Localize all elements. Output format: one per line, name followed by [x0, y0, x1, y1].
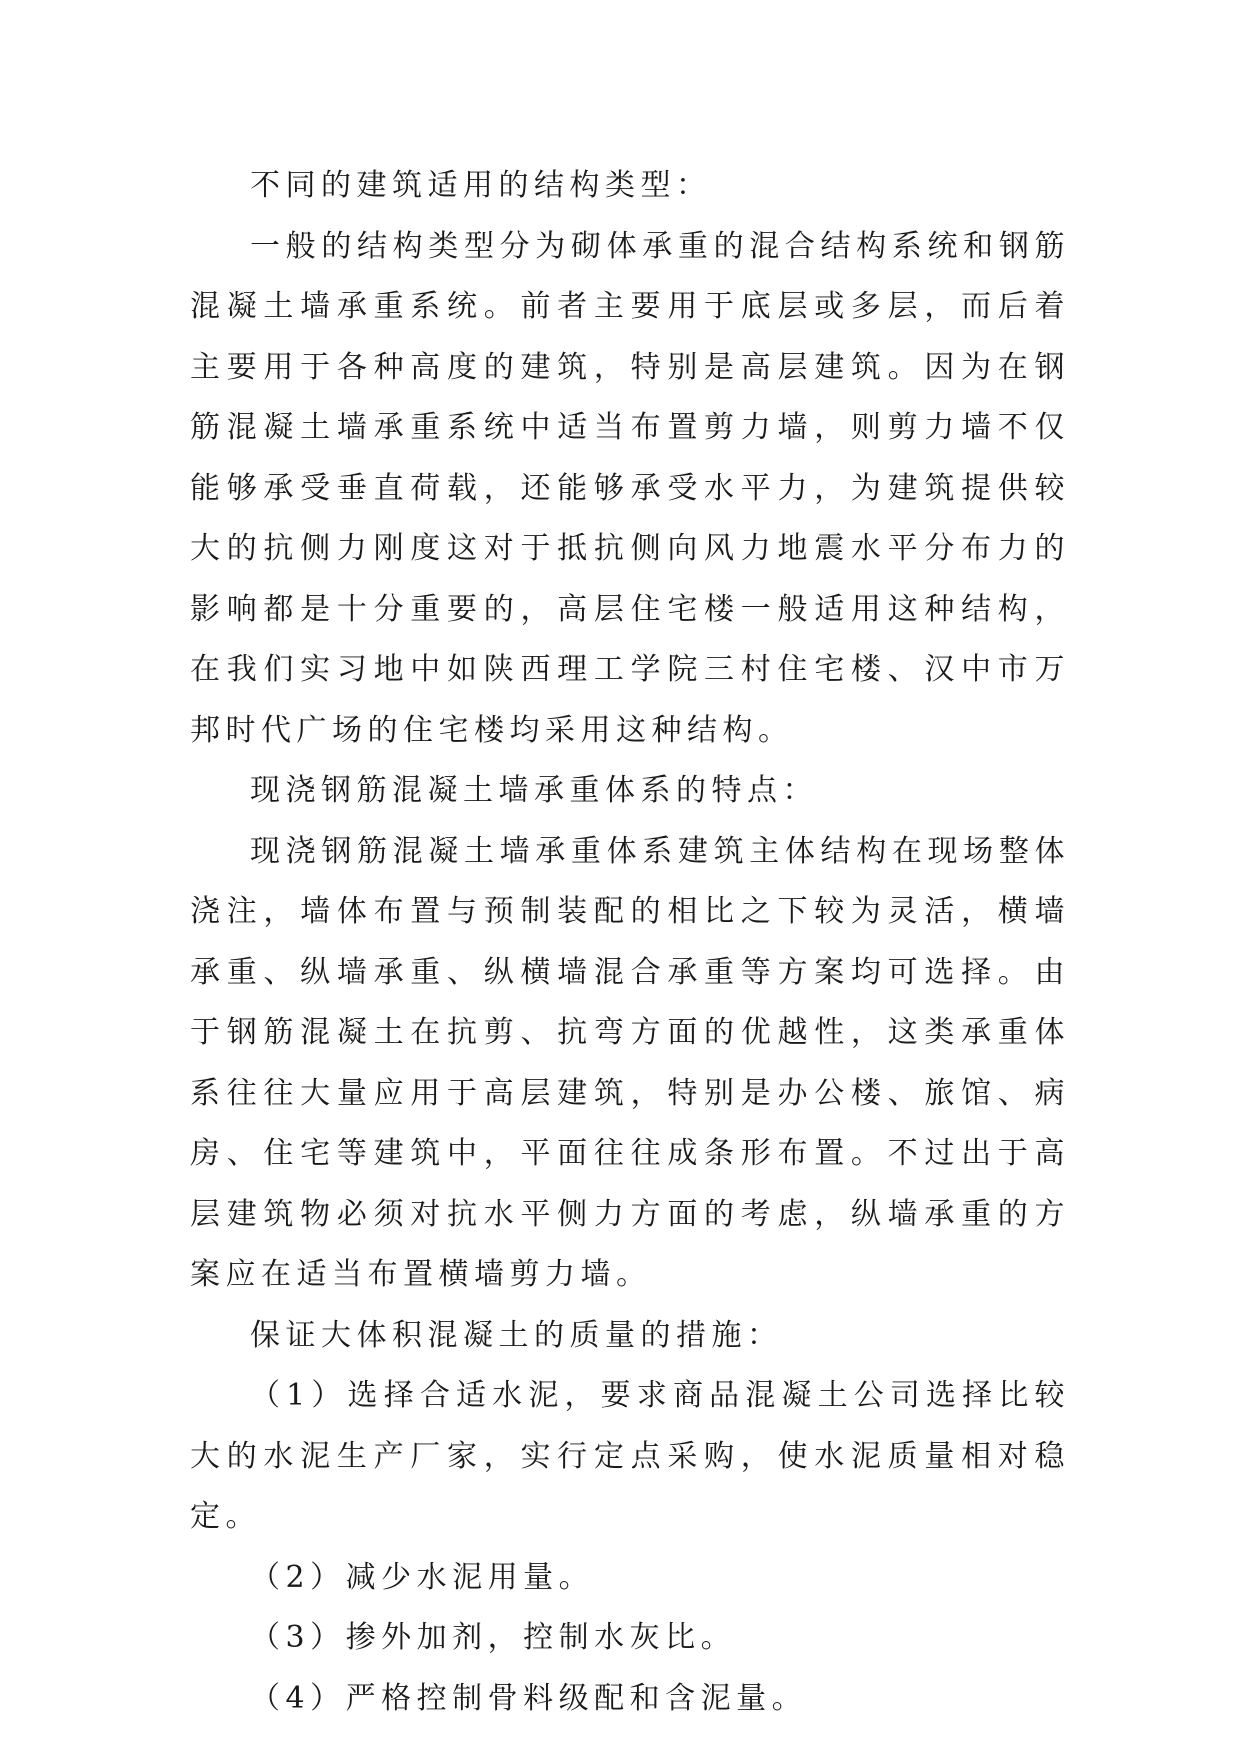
- list-item-reduce-cement: （2）减少水泥用量。: [250, 1559, 595, 1595]
- list-item-admixture: （3）掺外加剂，控制水灰比。: [250, 1620, 737, 1655]
- list-item-cement: （1）选择合适水泥，要求商品混凝土公司选择比较大的水泥生产厂家，实行定点采购，使水泥质量相对稳定。: [190, 1378, 1070, 1534]
- paragraph-cast-in-place: 现浇钢筋混凝土墙承重体系建筑主体结构在现场整体浇注，墙体布置与预制装配的相比之下较为灵活，横墙承重、纵墙承重、纵横墙混合承重等方案均可选择。由于钢筋混凝土在抗剪、抗弯方面的优越性，这类承重体系往往大量应用于高层建筑，特别是办公楼、旅馆、病房、住宅等建筑中，平面往往成条形布置。不过出于高层建筑物必须对抗水平侧力方面的考虑，纵墙承重的方案应在适当布置横墙剪力墙。: [190, 833, 1070, 1292]
- section-heading-structure-types: 不同的建筑适用的结构类型：: [250, 168, 712, 203]
- list-item-aggregate: （4）严格控制骨料级配和含泥量。: [250, 1680, 808, 1716]
- document-body: [190, 156, 1070, 1729]
- paragraph-structure-types: 一般的结构类型分为砌体承重的混合结构系统和钢筋混凝土墙承重系统。前者主要用于底层或多层，而后着主要用于各种高度的建筑，特别是高层建筑。因为在钢筋混凝土墙承重系统中适当布置剪力墙，则剪力墙不仅能够承受垂直荷载，还能够承受水平力，为建筑提供较大的抗侧力刚度这对于抵抗侧向风力地震水平分布力的影响都是十分重要的，高层住宅楼一般适用这种结构，在我们实习地中如陕西理工学院三村住宅楼、汉中市万邦时代广场的住宅楼均采用这种结构。: [190, 228, 1070, 748]
- section-heading-mass-concrete: 保证大体积混凝土的质量的措施：: [250, 1317, 783, 1353]
- section-heading-cast-in-place: 现浇钢筋混凝土墙承重体系的特点：: [250, 773, 818, 808]
